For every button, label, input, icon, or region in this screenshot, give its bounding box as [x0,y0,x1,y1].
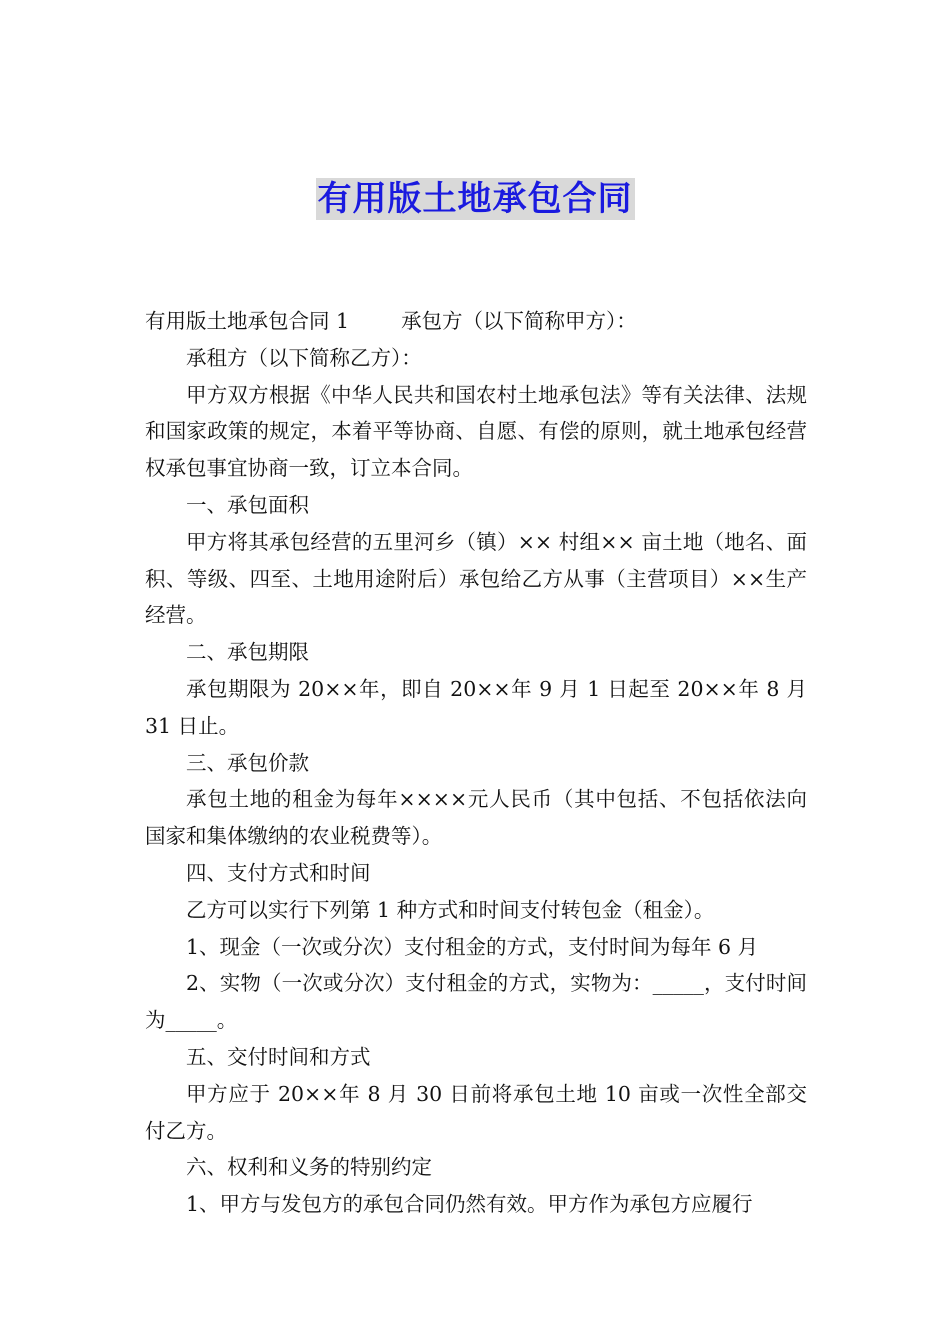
section-heading-rights: 六、权利和义务的特别约定 [186,1155,432,1180]
paragraph-rights-1: 1、甲方与发包方的承包合同仍然有效。甲方作为承包方应履行 [186,1192,753,1217]
paragraph-area: 甲方将其承包经营的五里河乡（镇）×× 村组×× 亩土地（地名、面积、等级、四至、土地用途附后）承包给乙方从事（主营项目）××生产经营。 [145,529,807,628]
title-container [0,178,950,220]
intro-heading: 有用版土地承包合同 1 [145,309,350,333]
paragraph-party-b: 承租方（以下简称乙方）： [186,345,422,370]
paragraph-delivery: 甲方应于 20××年 8 月 30 日前将承包土地 10 亩或一次性全部交付乙方。 [145,1081,807,1143]
section-heading-term: 二、承包期限 [186,640,309,665]
section-heading-payment: 四、支付方式和时间 [186,860,371,885]
section-heading-delivery: 五、交付时间和方式 [186,1044,371,1069]
section-heading-area: 一、承包面积 [186,492,309,517]
paragraph-payment: 乙方可以实行下列第 1 种方式和时间支付转包金（租金）。 [186,897,715,922]
paragraph-payment-goods: 2、实物（一次或分次）支付租金的方式，实物为：_____，支付时间为_____。 [145,971,807,1033]
section-heading-price: 三、承包价款 [186,750,309,775]
document-title: 有用版土地承包合同 [317,179,633,219]
party-a-label: 承包方（以下简称甲方）： [401,309,637,333]
paragraph-payment-cash: 1、现金（一次或分次）支付租金的方式，支付时间为每年 6 月 [186,934,759,959]
paragraph-price: 承包土地的租金为每年××××元人民币（其中包括、不包括依法向国家和集体缴纳的农业税费等）。 [145,787,807,849]
paragraph-preamble: 甲方双方根据《中华人民共和国农村土地承包法》等有关法律、法规和国家政策的规定，本着平等协商、自愿、有偿的原则，就土地承包经营权承包事宜协商一致，订立本合同。 [145,382,807,481]
document-body [145,303,807,1223]
intro-line [145,303,807,340]
paragraph-term: 承包期限为 20××年，即自 20××年 9 月 1 日起至 20××年 8 月 31 日止。 [145,676,807,738]
